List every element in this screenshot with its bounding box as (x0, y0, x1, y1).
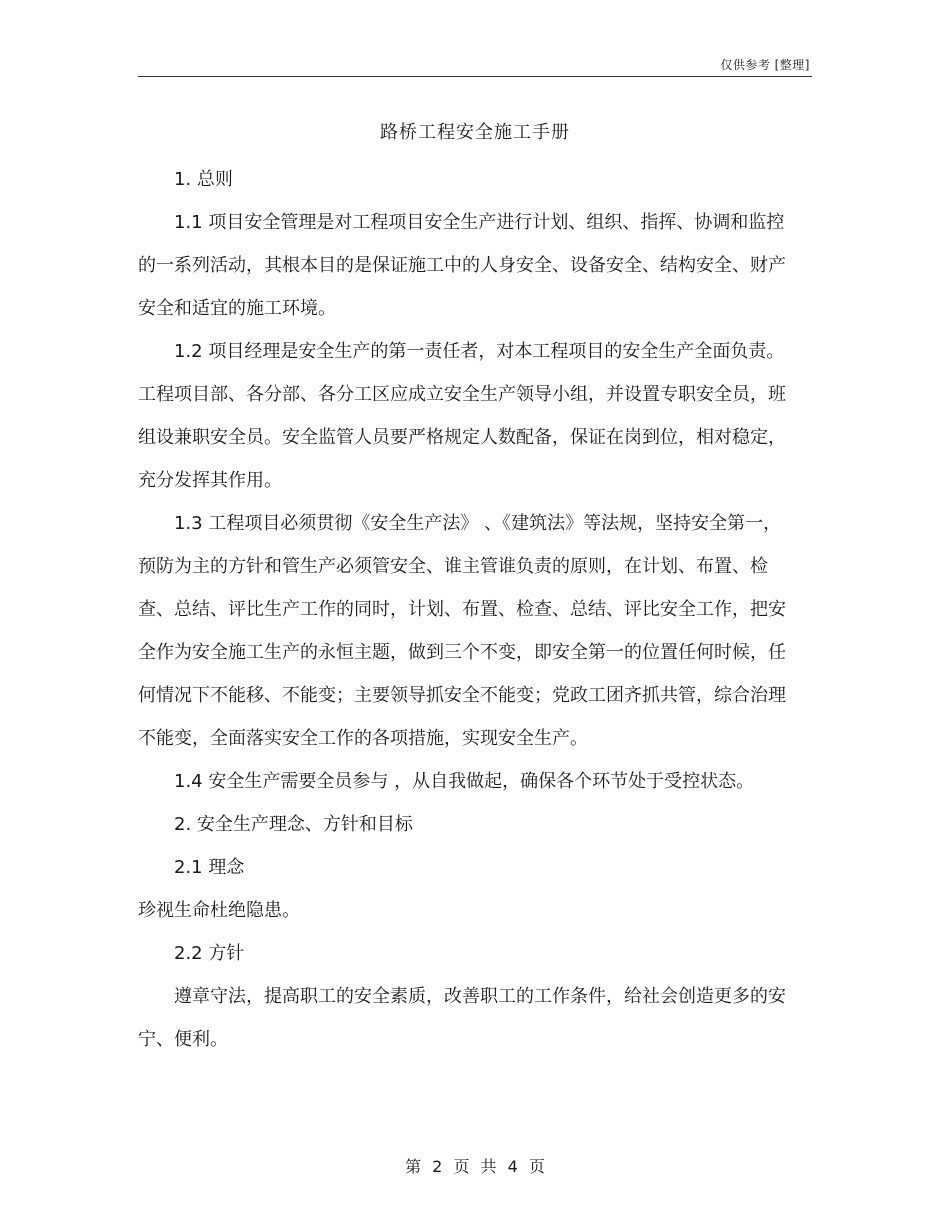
paragraph-2-1: 珍视生命杜绝隐患。 (138, 900, 300, 921)
subheading-2-1: 2.1 理念 (174, 857, 245, 878)
subheading-2-2: 2.2 方针 (174, 943, 245, 964)
paragraph-1-2: 1.2 项目经理是安全生产的第一责任者，对本工程项目的安全生产全面负责。工程项目部、各分部、各分工区应成立安全生产领导小组，并设置专职安全员，班组设兼职安全员。安全监管人员要严格规定人数配备，保证在岗到位，相对稳定，充分发挥其作用。 (138, 341, 786, 491)
header-note: 仅供参考 [整理] (720, 58, 810, 72)
paragraph-2-2: 遵章守法，提高职工的安全素质，改善职工的工作条件，给社会创造更多的安宁、便利。 (138, 986, 786, 1050)
section-heading-2: 2. 安全生产理念、方针和目标 (174, 814, 413, 835)
section-heading-1: 1. 总则 (174, 169, 233, 190)
paragraph-1-3: 1.3 工程项目必须贯彻《安全生产法》 、《建筑法》等法规，坚持安全第一，预防为主的方针和管生产必须管安全、谁主管谁负责的原则，在计划、布置、检查、总结、评比生产工作的同时，计划、布置、检查、总结、评比安全工作，把安全作为安全施工生产的永恒主题，做到三个不变，即安全第一的位置任何时候，任何情况下不能移、不能变；主要领导抓安全不能变；党政工团齐抓共管，综合治理不能变，全面落实安全工作的各项措施，实现安全生产。 (138, 513, 786, 749)
paragraph-1-4: 1.4 安全生产需要全员参与 ，从自我做起，确保各个环节处于受控状态。 (174, 771, 755, 792)
header-rule (138, 76, 812, 77)
paragraph-1-1: 1.1 项目安全管理是对工程项目安全生产进行计划、组织、指挥、协调和监控的一系列活动，其根本目的是保证施工中的人身安全、设备安全、结构安全、财产安全和适宜的施工环境。 (138, 212, 786, 319)
document-body (138, 158, 798, 1061)
document-title: 路桥工程安全施工手册 (380, 122, 570, 143)
page-number: 第 2 页 共 4 页 (405, 1157, 545, 1176)
